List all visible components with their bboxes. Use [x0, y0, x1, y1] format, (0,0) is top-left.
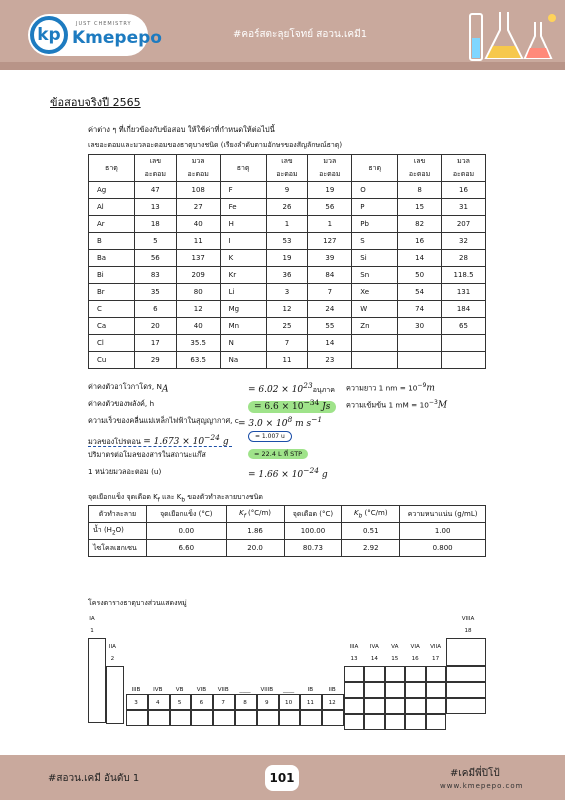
group-number: 6	[199, 700, 204, 706]
table-cell: 16	[442, 182, 486, 199]
group-label: VIB	[196, 687, 207, 693]
exam-title: ข้อสอบจริงปี 2565	[50, 96, 141, 109]
table-cell: 6.60	[146, 540, 226, 557]
table-cell: 53	[266, 233, 308, 250]
periodic-cell	[344, 714, 364, 730]
periodic-cell	[426, 666, 446, 682]
table-cell: 7	[308, 284, 352, 301]
amu-value: = $1.66 \times 10^{-24}$ g	[248, 466, 328, 480]
periodic-cell	[300, 694, 322, 710]
table-cell: 11	[266, 352, 308, 369]
element-symbol: W	[352, 301, 398, 318]
periodic-cell	[446, 698, 486, 714]
header-cell: ธาตุ	[352, 155, 398, 182]
table-cell: 12	[176, 301, 220, 318]
proton-mass-note: = 1.007 u	[248, 431, 292, 442]
group-number: 13	[350, 656, 358, 662]
periodic-cell	[405, 714, 425, 730]
table-cell: 20	[134, 318, 176, 335]
element-row	[89, 182, 486, 199]
table-cell: 0.00	[146, 523, 226, 540]
table-cell	[398, 335, 442, 352]
table-cell: 100.00	[284, 523, 342, 540]
periodic-cell	[426, 714, 446, 730]
table-cell: 35.5	[176, 335, 220, 352]
table-cell: 108	[176, 182, 220, 199]
table-cell: 74	[398, 301, 442, 318]
header-cell: มวล อะตอม	[442, 155, 486, 182]
header-cell: ความหนาแน่น (g/mL)	[400, 506, 486, 523]
table-cell: 36	[266, 267, 308, 284]
concentration-conversion: ความเข้มข้น 1 mM = $10^{-3}M$	[346, 399, 448, 411]
element-row	[89, 318, 486, 335]
periodic-cell	[235, 694, 257, 710]
periodic-cell	[279, 710, 301, 726]
table-cell: 127	[308, 233, 352, 250]
molar-volume-highlight: = 22.4 L ที่ STP	[248, 449, 308, 459]
planck-value	[248, 398, 336, 412]
group-number: 5	[177, 700, 182, 706]
group-number: 11	[306, 700, 314, 706]
table-cell: 3	[266, 284, 308, 301]
planck-label: ค่าคงตัวของพลังค์, h	[88, 399, 155, 408]
table-cell: 82	[398, 216, 442, 233]
header-cell: มวล อะตอม	[176, 155, 220, 182]
molar-volume-value	[248, 449, 308, 459]
avogadro-label: ค่าคงตัวอาโวกาโดร, $N_A$	[88, 382, 169, 395]
group-number: 14	[370, 656, 378, 662]
solvent-row	[89, 540, 486, 557]
element-symbol	[352, 335, 398, 352]
element-symbol: Fe	[220, 199, 266, 216]
element-row	[89, 199, 486, 216]
bp-table-caption: จุดเยือกแข็ง จุดเดือด $K_f$ และ $K_b$ ของตัวทำละลายบางชนิด	[88, 493, 263, 504]
element-symbol: Ba	[89, 250, 135, 267]
table-cell: 14	[398, 250, 442, 267]
periodic-cell	[344, 682, 364, 698]
page-number: 101	[265, 765, 299, 791]
element-row	[89, 301, 486, 318]
group-label: IIA	[108, 644, 116, 650]
periodic-cell	[344, 698, 364, 714]
amu-label: 1 หน่วยมวลอะตอม (u)	[88, 467, 162, 476]
group-label: VIIB	[217, 687, 229, 693]
element-symbol: Bi	[89, 267, 135, 284]
element-symbol: H	[220, 216, 266, 233]
kmepepo-logo-icon: kp	[30, 16, 68, 54]
table-cell: 118.5	[442, 267, 486, 284]
intro-text: ค่าต่าง ๆ ที่เกี่ยวข้องกับข้อสอบ ให้ใช้ค่าที่กำหนดให้ต่อไปนี้	[88, 125, 275, 134]
table-cell: 13	[134, 199, 176, 216]
periodic-cell	[405, 698, 425, 714]
table-cell: 40	[176, 216, 220, 233]
periodic-cell	[170, 710, 192, 726]
periodic-cell	[446, 666, 486, 682]
element-symbol: I	[220, 233, 266, 250]
header-cell: $K_f$ (°C/m)	[226, 506, 284, 523]
periodic-cell	[322, 694, 344, 710]
element-symbol: Sn	[352, 267, 398, 284]
element-symbol: F	[220, 182, 266, 199]
periodic-cell	[364, 666, 384, 682]
group-label: IVA	[369, 644, 379, 650]
table-cell: 184	[442, 301, 486, 318]
element-row	[89, 233, 486, 250]
element-symbol: Si	[352, 250, 398, 267]
table-cell: 137	[176, 250, 220, 267]
header-cell: เลข อะตอม	[398, 155, 442, 182]
group-label: VIA	[410, 644, 420, 650]
element-symbol: Zn	[352, 318, 398, 335]
table-cell	[398, 352, 442, 369]
group-number: 10	[285, 700, 293, 706]
group-number: 2	[110, 656, 115, 662]
element-symbol: Na	[220, 352, 266, 369]
table-cell: 1.00	[400, 523, 486, 540]
periodic-cell	[257, 710, 279, 726]
element-symbol: Al	[89, 199, 135, 216]
table-cell: 39	[308, 250, 352, 267]
periodic-cell	[426, 698, 446, 714]
group-number: 3	[134, 700, 138, 706]
periodic-cell	[385, 698, 405, 714]
solvent-table	[88, 505, 486, 557]
periodic-caption: โครงตารางธาตุบางส่วนแสดงหมู่	[88, 599, 187, 607]
periodic-cell	[213, 694, 235, 710]
element-row	[89, 267, 486, 284]
element-table	[88, 154, 486, 369]
table-cell: 30	[398, 318, 442, 335]
light-speed-value: = $3.0 \times 10^8$ m $s^{-1}$	[238, 415, 323, 429]
table-cell: 55	[308, 318, 352, 335]
periodic-cell	[426, 682, 446, 698]
group-label: IB	[307, 687, 314, 693]
footer-hashtag: #สอวน.เคมี อันดับ 1	[48, 773, 140, 784]
constants-block	[88, 379, 508, 481]
element-table-caption: เลขอะตอมและมวลอะตอมของธาตุบางชนิด (เรียงลำดับตามอักษรของสัญลักษณ์ธาตุ)	[88, 141, 343, 149]
element-row	[89, 284, 486, 301]
element-symbol: Li	[220, 284, 266, 301]
element-symbol: Xe	[352, 284, 398, 301]
periodic-cell	[106, 666, 124, 724]
table-cell: 26	[266, 199, 308, 216]
element-symbol	[352, 352, 398, 369]
light-speed-label: ความเร็วของคลื่นแม่เหล็กไฟฟ้าในสุญญากาศ, c	[88, 416, 239, 425]
periodic-cell	[364, 698, 384, 714]
header-cell: จุดเดือด (°C)	[284, 506, 342, 523]
lab-glassware-icon	[460, 8, 560, 64]
element-symbol: Cl	[89, 335, 135, 352]
table-cell: 19	[308, 182, 352, 199]
group-number: 17	[432, 656, 440, 662]
periodic-cell	[364, 714, 384, 730]
proton-mass-label: มวลของโปรตอน = $1.673 \times 10^{-24}$ g	[88, 433, 229, 447]
group-label: ____	[283, 687, 295, 693]
group-number: 9	[265, 700, 269, 706]
table-cell: 19	[266, 250, 308, 267]
element-symbol: Ca	[89, 318, 135, 335]
periodic-cell	[257, 694, 279, 710]
table-cell: 16	[398, 233, 442, 250]
solvent-row	[89, 523, 486, 540]
group-label: IVB	[153, 687, 163, 693]
table-cell: 14	[308, 335, 352, 352]
group-number: 18	[464, 628, 472, 634]
table-cell: 65	[442, 318, 486, 335]
table-cell: 9	[266, 182, 308, 199]
avogadro-value: = $6.02 \times 10^{23}$อนุภาค	[248, 381, 335, 395]
periodic-cell	[279, 694, 301, 710]
periodic-cell	[300, 710, 322, 726]
header-cell: $K_b$ (°C/m)	[342, 506, 400, 523]
table-cell: 24	[308, 301, 352, 318]
periodic-cell	[191, 710, 213, 726]
table-cell: 32	[442, 233, 486, 250]
periodic-cell	[148, 694, 170, 710]
periodic-cell	[148, 710, 170, 726]
footer-url: www.kmepepo.com	[440, 782, 524, 790]
table-cell: 80.73	[284, 540, 342, 557]
length-conversion: ความยาว 1 nm = $10^{-9}m$	[346, 382, 435, 394]
table-cell: 80	[176, 284, 220, 301]
group-number: 16	[411, 656, 419, 662]
planck-highlight: = $6.6 \times 10^{-34}$ Js	[248, 401, 336, 413]
table-cell: 1	[266, 216, 308, 233]
periodic-cell	[126, 694, 148, 710]
group-label: VIIA	[430, 644, 442, 650]
periodic-cell	[344, 666, 364, 682]
periodic-cell	[405, 666, 425, 682]
element-symbol: O	[352, 182, 398, 199]
footer-brand: #เคมีพี่ปิโป้	[450, 768, 500, 779]
table-cell: 0.51	[342, 523, 400, 540]
avogadro-row	[88, 379, 508, 396]
element-row	[89, 250, 486, 267]
periodic-cell	[405, 682, 425, 698]
header-cell: ธาตุ	[220, 155, 266, 182]
group-label: IA	[89, 616, 95, 622]
periodic-cell	[446, 682, 486, 698]
group-label: VB	[175, 687, 184, 693]
table-cell: 56	[308, 199, 352, 216]
table-cell	[442, 335, 486, 352]
element-symbol: Ar	[89, 216, 135, 233]
table-cell: 11	[176, 233, 220, 250]
element-symbol: Ag	[89, 182, 135, 199]
element-row	[89, 216, 486, 233]
molar-volume-label: ปริมาตรต่อโมลของสารในสถานะแก๊ส	[88, 450, 206, 459]
periodic-cell	[322, 710, 344, 726]
header-cell: จุดเยือกแข็ง (°C)	[146, 506, 226, 523]
table-cell: 54	[398, 284, 442, 301]
element-table-header	[89, 155, 486, 182]
group-number: 12	[328, 700, 336, 706]
group-label: ____	[239, 687, 251, 693]
element-row	[89, 335, 486, 352]
table-cell: 47	[134, 182, 176, 199]
periodic-cell	[385, 714, 405, 730]
periodic-cell	[235, 710, 257, 726]
header-cell: เลข อะตอม	[134, 155, 176, 182]
table-cell: 18	[134, 216, 176, 233]
periodic-cell	[126, 710, 148, 726]
light-speed-row	[88, 413, 508, 430]
element-table-body	[89, 182, 486, 369]
table-cell: 27	[176, 199, 220, 216]
table-cell	[442, 352, 486, 369]
group-number: 7	[221, 700, 225, 706]
table-cell: 17	[134, 335, 176, 352]
periodic-cell	[170, 694, 192, 710]
periodic-cell	[385, 682, 405, 698]
header-cell: ธาตุ	[89, 155, 135, 182]
table-cell: 0.800	[400, 540, 486, 557]
header-cell: ตัวทำละลาย	[89, 506, 147, 523]
table-cell: 1	[308, 216, 352, 233]
element-symbol: S	[352, 233, 398, 250]
group-number: 1	[90, 628, 94, 634]
group-label: VIIIA	[461, 616, 475, 622]
table-cell: 35	[134, 284, 176, 301]
group-number: 4	[156, 700, 160, 706]
table-cell: 84	[308, 267, 352, 284]
table-cell: 1.86	[226, 523, 284, 540]
element-symbol: P	[352, 199, 398, 216]
element-row	[89, 352, 486, 369]
solvent-name: ไซโคลเฮกเซน	[89, 540, 147, 557]
group-label: VA	[391, 644, 399, 650]
logo-text: Kmepepo	[72, 28, 162, 48]
table-cell: 63.5	[176, 352, 220, 369]
element-symbol: Mn	[220, 318, 266, 335]
table-cell: 25	[266, 318, 308, 335]
table-cell: 28	[442, 250, 486, 267]
group-label: IIIB	[131, 687, 141, 693]
table-cell: 83	[134, 267, 176, 284]
table-cell: 7	[266, 335, 308, 352]
element-symbol: Pb	[352, 216, 398, 233]
group-label: IIIA	[349, 644, 359, 650]
group-number: 8	[243, 700, 247, 706]
element-symbol: Br	[89, 284, 135, 301]
table-cell: 6	[134, 301, 176, 318]
periodic-cell	[364, 682, 384, 698]
table-cell: 15	[398, 199, 442, 216]
table-cell: 5	[134, 233, 176, 250]
header-tagline: #คอร์สตะลุยโจทย์ สอวน.เคมี1	[233, 29, 368, 40]
solvent-name: น้ำ $(H_2O)$	[89, 523, 147, 540]
table-cell: 23	[308, 352, 352, 369]
amu-row	[88, 464, 508, 481]
element-symbol: B	[89, 233, 135, 250]
logo-subtitle: JUST CHEMISTRY	[76, 21, 132, 27]
periodic-cell	[213, 710, 235, 726]
table-cell: 209	[176, 267, 220, 284]
header-cell: เลข อะตอม	[266, 155, 308, 182]
table-cell: 50	[398, 267, 442, 284]
element-symbol: K	[220, 250, 266, 267]
planck-row	[88, 396, 508, 413]
table-cell: 12	[266, 301, 308, 318]
table-cell: 2.92	[342, 540, 400, 557]
element-symbol: Cu	[89, 352, 135, 369]
proton-mass-row	[88, 430, 508, 447]
table-cell: 20.0	[226, 540, 284, 557]
periodic-cell	[446, 638, 486, 666]
group-label: IIB	[328, 687, 336, 693]
table-cell: 207	[442, 216, 486, 233]
table-cell: 56	[134, 250, 176, 267]
periodic-cell	[191, 694, 213, 710]
periodic-cell	[88, 638, 106, 723]
table-cell: 8	[398, 182, 442, 199]
group-label: VIIIB	[260, 687, 274, 693]
element-symbol: C	[89, 301, 135, 318]
element-symbol: N	[220, 335, 266, 352]
element-symbol: Mg	[220, 301, 266, 318]
solvent-table-header	[89, 506, 486, 523]
header-cell: มวล อะตอม	[308, 155, 352, 182]
table-cell: 31	[442, 199, 486, 216]
group-number: 15	[391, 656, 399, 662]
element-symbol: Kr	[220, 267, 266, 284]
table-cell: 131	[442, 284, 486, 301]
molar-volume-row	[88, 447, 508, 464]
periodic-cell	[385, 666, 405, 682]
table-cell: 29	[134, 352, 176, 369]
table-cell: 40	[176, 318, 220, 335]
